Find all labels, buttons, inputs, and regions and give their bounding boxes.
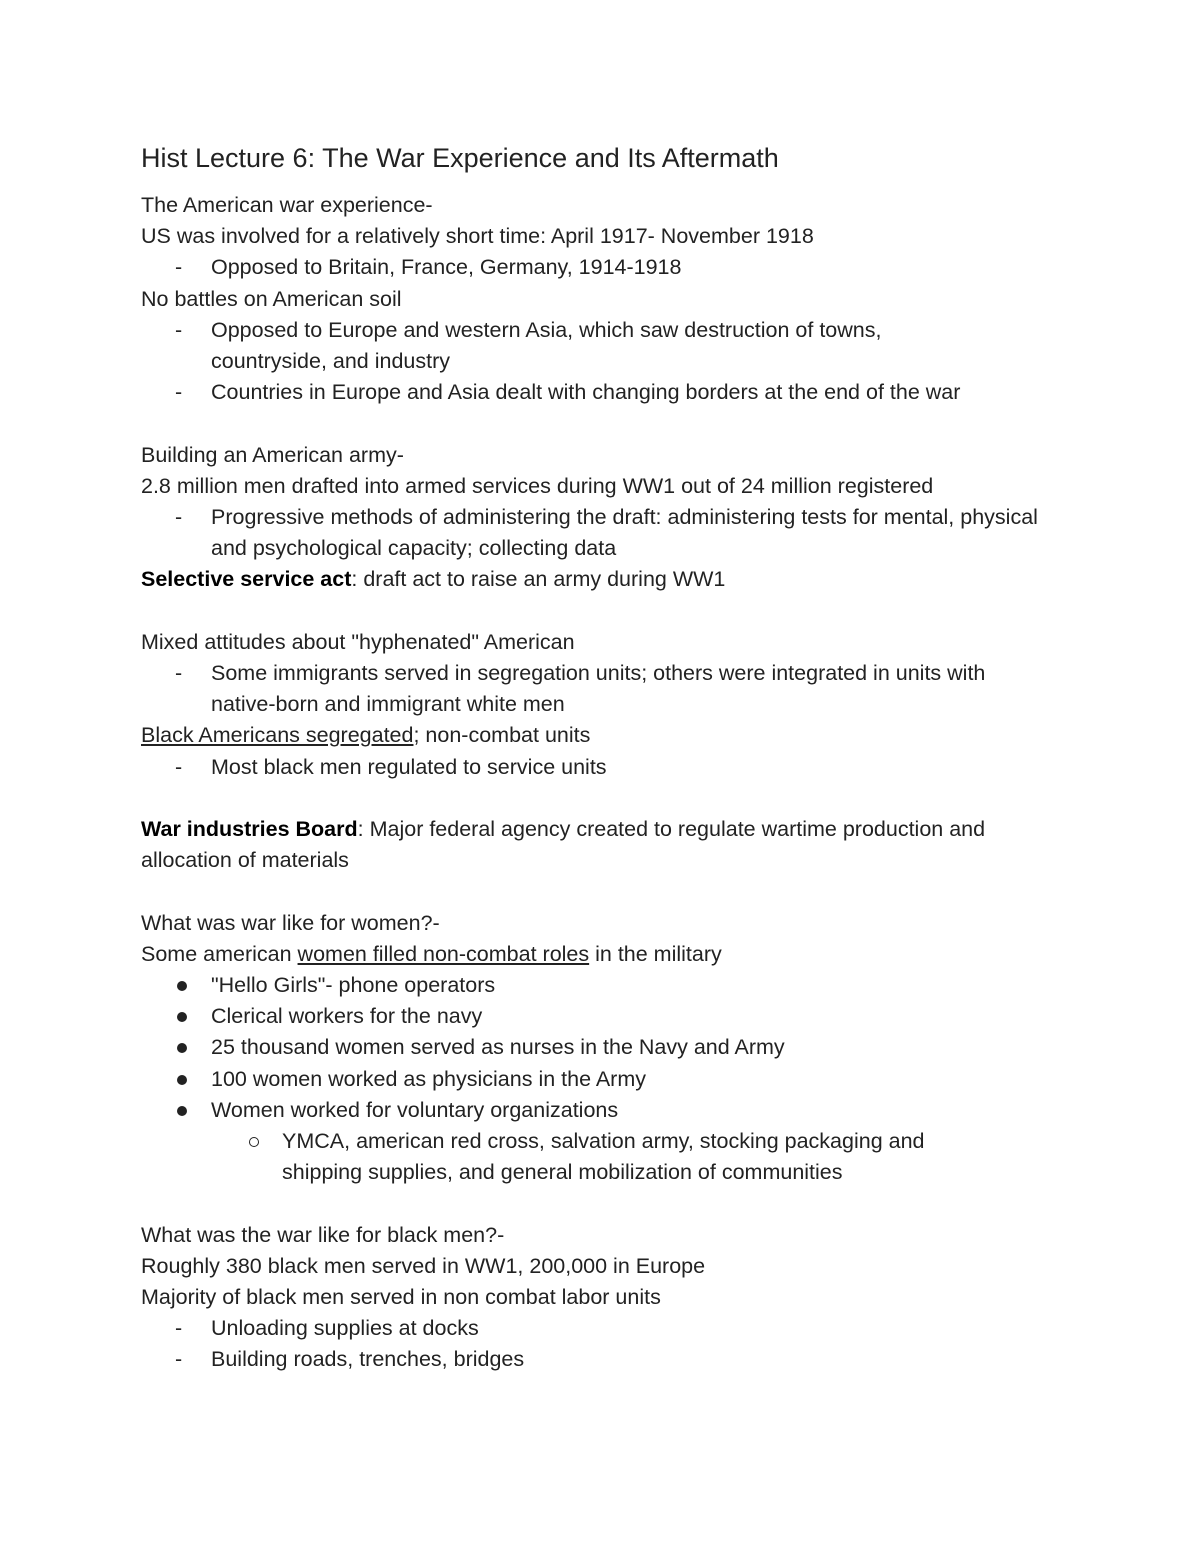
dash-list-item <box>141 315 1061 377</box>
text-line <box>141 720 1061 751</box>
list-item-text: Opposed to Britain, France, Germany, 1914-1918 <box>211 255 682 280</box>
bullet-list-item <box>141 1032 1061 1063</box>
definition-text: : Major federal agency created to regulate wartime production and allocation of materials <box>141 817 986 873</box>
bullet-marker <box>177 1075 187 1085</box>
dash-list-item <box>141 1313 1061 1344</box>
bullet-list-item <box>141 1001 1061 1032</box>
list-item-text: 100 women worked as physicians in the Army <box>211 1066 646 1091</box>
list-item-text: Opposed to Europe and western Asia, which saw destruction of towns, countryside, and industry <box>211 317 882 374</box>
definition-text: : draft act to raise an army during WW1 <box>351 567 726 592</box>
list-item-text: Most black men regulated to service units <box>211 754 607 779</box>
dash-list-item <box>141 658 1061 720</box>
underlined-text: Black Americans segregated <box>141 723 414 748</box>
dash-marker: - <box>175 1316 183 1341</box>
list-item-text: "Hello Girls"- phone operators <box>211 973 496 998</box>
list-item-text: Progressive methods of administering the draft: administering tests for mental, physical and psychological capacity; collecting data <box>211 505 1038 561</box>
list-item-text: Countries in Europe and Asia dealt with changing borders at the end of the war <box>211 380 961 405</box>
list-item-text: Women worked for voluntary organizations <box>211 1097 619 1122</box>
list-item-text: Clerical workers for the navy <box>211 1004 483 1029</box>
term-war-industries-board: War industries Board <box>141 817 358 842</box>
text-line <box>141 939 1061 970</box>
bullet-list-item <box>141 1095 1061 1126</box>
text-line: 2.8 million men drafted into armed services during WW1 out of 24 million registered <box>141 473 934 498</box>
text-span: Some american <box>141 941 298 966</box>
dash-list-item <box>141 252 1061 283</box>
text-span: in the military <box>589 941 722 966</box>
section-heading-building-army: Building an American army- <box>141 442 404 467</box>
section-heading-war-experience: The American war experience- <box>141 193 433 217</box>
dash-marker: - <box>175 1347 183 1372</box>
definition-line <box>141 564 1061 595</box>
term-selective-service-act: Selective service act <box>141 567 352 592</box>
text-line: Roughly 380 black men served in WW1, 200,000 in Europe <box>141 1253 706 1278</box>
bullet-list-item <box>141 970 1061 1001</box>
underlined-text: women filled non-combat roles <box>297 941 590 966</box>
dash-list-item <box>141 377 1061 408</box>
text-line: US was involved for a relatively short time: April 1917- November 1918 <box>141 224 814 249</box>
bullet-marker <box>177 1043 187 1053</box>
bullet-marker <box>177 981 187 991</box>
dash-marker: - <box>175 380 183 405</box>
hollow-bullet-marker <box>249 1137 259 1147</box>
text-line: No battles on American soil <box>141 286 402 311</box>
section-heading-black-men: What was the war like for black men?- <box>141 1222 505 1247</box>
list-item-text: Unloading supplies at docks <box>211 1316 479 1341</box>
list-item-text: YMCA, american red cross, salvation army, stocking packaging and shipping supplies, and general mobilization of communities <box>282 1129 925 1185</box>
list-item-text: Some immigrants served in segregation units; others were integrated in units with native-born and immigrant white men <box>211 661 986 717</box>
text-span: ; non-combat units <box>413 723 591 748</box>
bullet-marker <box>177 1106 187 1116</box>
dash-marker: - <box>175 505 183 530</box>
dash-marker: - <box>175 754 183 779</box>
dash-list-item <box>141 1344 1061 1375</box>
dash-marker: - <box>175 317 183 342</box>
dash-marker: - <box>175 255 183 280</box>
bullet-marker <box>177 1012 187 1022</box>
list-item-text: Building roads, trenches, bridges <box>211 1347 525 1372</box>
dash-list-item <box>141 502 1061 564</box>
document-title: Hist Lecture 6: The War Experience and Its Aftermath <box>141 143 779 173</box>
list-item-text: 25 thousand women served as nurses in the Navy and Army <box>211 1035 785 1060</box>
dash-marker: - <box>175 661 183 686</box>
bullet-list-item <box>141 1064 1061 1095</box>
dash-list-item <box>141 752 1061 783</box>
document-page <box>141 140 1061 1376</box>
section-heading-hyphenated: Mixed attitudes about "hyphenated" American <box>141 629 575 654</box>
definition-line <box>141 814 1031 876</box>
section-heading-women: What was war like for women?- <box>141 910 440 935</box>
text-line: Majority of black men served in non combat labor units <box>141 1285 661 1310</box>
sub-bullet-list-item <box>141 1126 1061 1188</box>
